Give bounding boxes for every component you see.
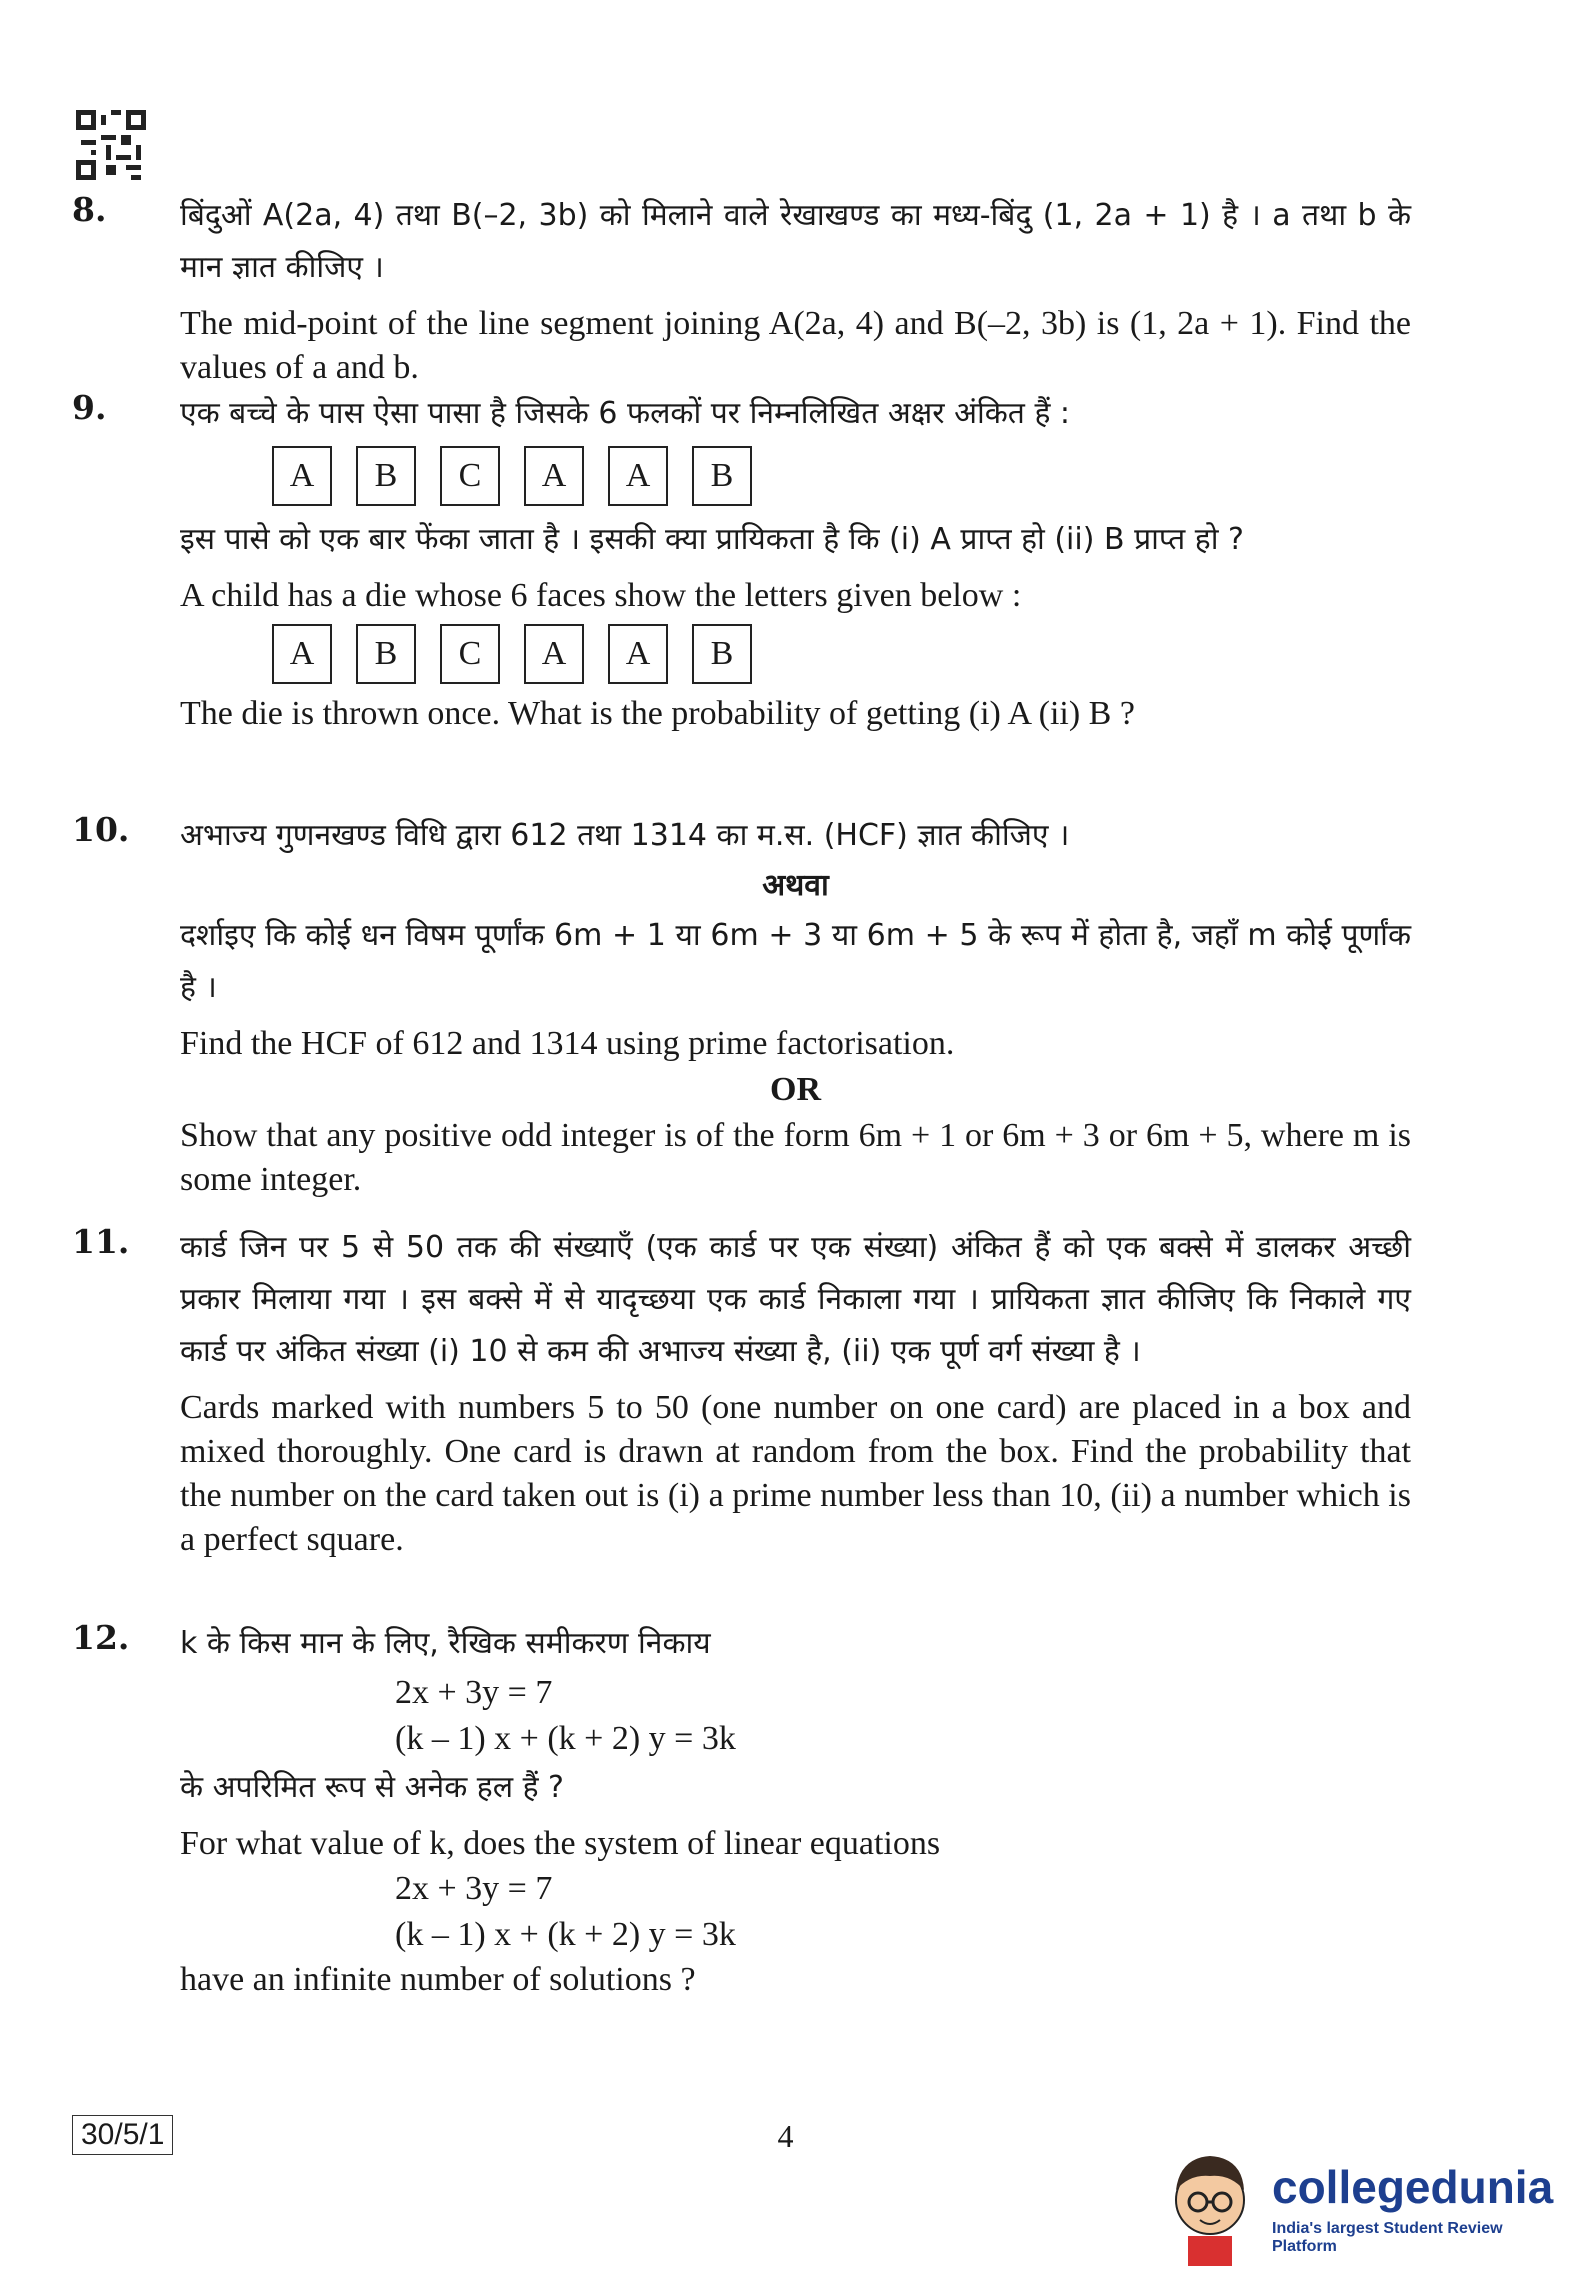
question-text-hindi: एक बच्चे के पास ऐसा पासा है जिसके 6 फलकों पर निम्नलिखित अक्षर अंकित हैं : — [180, 396, 1071, 431]
question-text-english: The die is thrown once. What is the probability of getting (i) A (ii) B ? — [180, 695, 1135, 732]
equation: 2x + 3y = 7 — [395, 1674, 553, 1711]
die-face: C — [440, 624, 500, 684]
die-face: B — [356, 446, 416, 506]
question-text-english: Find the HCF of 612 and 1314 using prime factorisation. — [180, 1025, 955, 1062]
die-face: A — [272, 624, 332, 684]
question-text-english: The mid-point of the line segment joining A(2a, 4) and B(–2, 3b) is (1, 2a + 1). Find the values of a and b. — [180, 305, 1411, 386]
brand-tagline: India's largest Student Review Platform — [1272, 2220, 1503, 2255]
question-text-hindi: अभाज्य गुणनखण्ड विधि द्वारा 612 तथा 1314 का म.स. (HCF) ज्ञात कीजिए । — [180, 818, 1070, 853]
die-face: A — [608, 446, 668, 506]
die-faces-english — [272, 624, 1411, 684]
mascot-icon — [1160, 2140, 1260, 2270]
equation: (k – 1) x + (k + 2) y = 3k — [395, 1916, 736, 1953]
question-10 — [72, 810, 1411, 1202]
question-text-hindi: k के किस मान के लिए, रैखिक समीकरण निकाय — [180, 1626, 711, 1661]
die-faces-hindi — [272, 446, 1411, 506]
question-text-english: For what value of k, does the system of linear equations — [180, 1825, 941, 1862]
die-face: B — [692, 446, 752, 506]
equation: 2x + 3y = 7 — [395, 1870, 553, 1907]
question-number: 11. — [72, 1222, 130, 1261]
question-text-hindi: बिंदुओं A(2a, 4) तथा B(–2, 3b) को मिलाने वाले रेखाखण्ड का मध्य-बिंदु (1, 2a + 1) है । a तथा b के मान ज्ञात कीजिए । — [180, 198, 1411, 285]
question-number: 10. — [72, 810, 130, 849]
question-text-hindi: के अपरिमित रूप से अनेक हल हैं ? — [180, 1770, 564, 1805]
question-number: 9. — [72, 388, 107, 427]
or-label-english: OR — [770, 1071, 821, 1108]
die-face: A — [272, 446, 332, 506]
paper-code: 30/5/1 — [72, 2115, 173, 2155]
question-text-hindi: इस पासे को एक बार फेंका जाता है । इसकी क्या प्रायिकता है कि (i) A प्राप्त हो (ii) B प्राप्त हो ? — [180, 522, 1244, 557]
page-number: 4 — [777, 2118, 794, 2154]
question-11 — [72, 1222, 1411, 1562]
question-number: 12. — [72, 1618, 130, 1657]
die-face: B — [356, 624, 416, 684]
collegedunia-logo — [1160, 2140, 1560, 2270]
question-number: 8. — [72, 190, 107, 229]
question-9 — [72, 388, 1411, 736]
question-8 — [72, 190, 1411, 390]
brand-name: collegedunia — [1272, 2161, 1554, 2213]
or-label-hindi: अथवा — [762, 868, 829, 903]
equation: (k – 1) x + (k + 2) y = 3k — [395, 1720, 736, 1757]
qr-code-icon — [76, 110, 146, 180]
question-text-english: Cards marked with numbers 5 to 50 (one number on one card) are placed in a box and mixed thoroughly. One card is drawn at random from the box. Find the probability that the number on the card taken out is (i) a prime number less than 10, (ii) a number which is a perfect square. — [180, 1389, 1411, 1558]
die-face: A — [608, 624, 668, 684]
die-face: A — [524, 624, 584, 684]
die-face: B — [692, 624, 752, 684]
question-text-english: have an infinite number of solutions ? — [180, 1961, 696, 1998]
question-12 — [72, 1618, 1411, 2002]
question-text-hindi: कार्ड जिन पर 5 से 50 तक की संख्याएँ (एक कार्ड पर एक संख्या) अंकित हैं को एक बक्से में डालकर अच्छी प्रकार मिलाया गया । इस बक्से में से यादृच्छया एक कार्ड निकाला गया । प्रायिकता ज्ञात कीजिए कि निकाले गए कार्ड पर अंकित संख्या (i) 10 से कम की अभाज्य संख्या है, (ii) एक पूर्ण वर्ग संख्या है । — [180, 1230, 1411, 1369]
question-text-english: A child has a die whose 6 faces show the letters given below : — [180, 577, 1022, 614]
question-text-english: Show that any positive odd integer is of the form 6m + 1 or 6m + 3 or 6m + 5, where m is some integer. — [180, 1117, 1411, 1198]
question-text-hindi: दर्शाइए कि कोई धन विषम पूर्णांक 6m + 1 या 6m + 3 या 6m + 5 के रूप में होता है, जहाँ m कोई पूर्णांक है । — [180, 918, 1411, 1005]
die-face: C — [440, 446, 500, 506]
die-face: A — [524, 446, 584, 506]
